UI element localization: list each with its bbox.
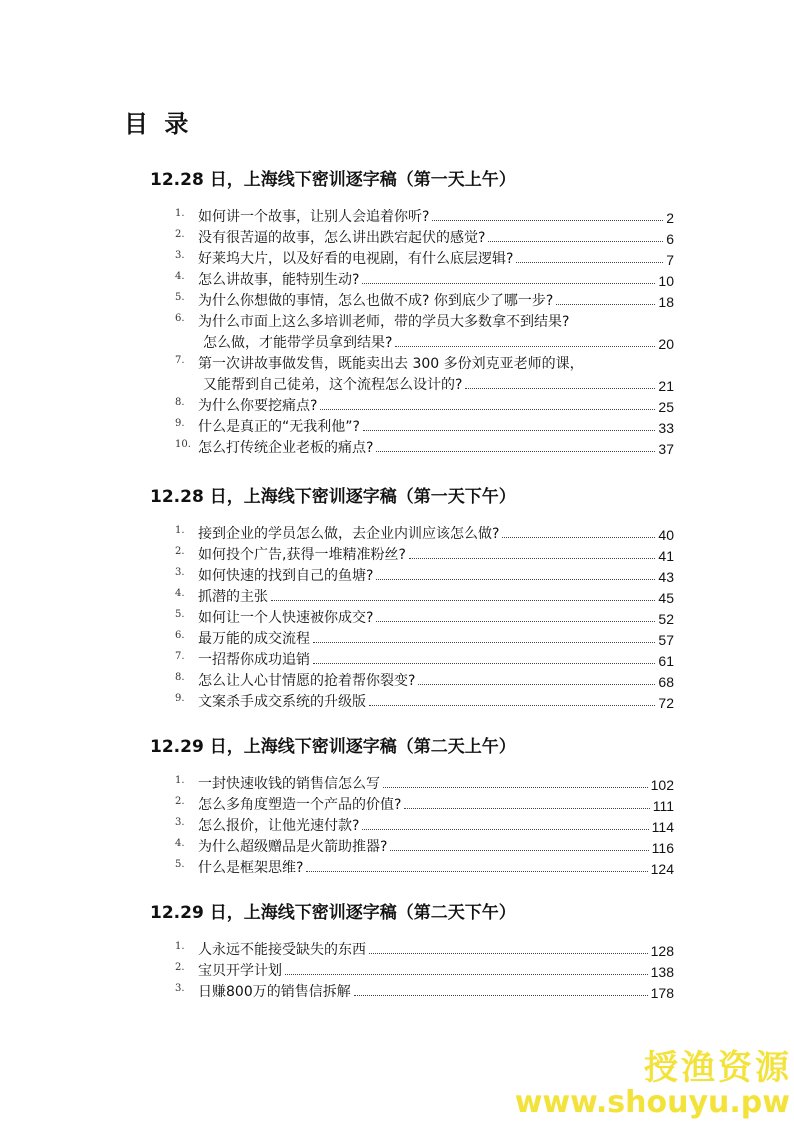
dot-leader [556, 304, 655, 305]
toc-entry[interactable] [0, 959, 794, 980]
entry-title: 抓潜的主张 [198, 589, 268, 605]
page-number: 72 [658, 695, 674, 711]
page-number: 33 [658, 420, 674, 436]
entry-number: 3. [175, 817, 185, 828]
entry-number: 3. [175, 250, 185, 261]
dot-leader [363, 430, 655, 431]
watermark-brand: 授渔资源 [644, 1048, 792, 1088]
entry-number: 9. [175, 693, 185, 704]
toc-entry[interactable] [0, 415, 794, 436]
entry-line [198, 226, 674, 247]
entry-title: 怎么报价，让他光速付款? [198, 818, 360, 834]
entry-title: 怎么讲故事，能特别生动? [198, 272, 360, 288]
entry-number: 5. [175, 859, 185, 870]
dot-leader [465, 388, 655, 389]
dot-leader [362, 829, 648, 830]
page-number: 37 [658, 441, 674, 457]
entry-title: 如何讲一个故事，让别人会追着你听? [198, 209, 430, 225]
dot-leader [432, 220, 663, 221]
entry-line [198, 772, 674, 793]
toc-entry[interactable] [0, 394, 794, 415]
entry-title: 人永远不能接受缺失的东西 [198, 942, 366, 958]
entry-line [198, 690, 674, 711]
entry-title: 怎么打传统企业老板的痛点? [198, 440, 374, 456]
entry-title: 好莱坞大片，以及好看的电视剧，有什么底层逻辑? [198, 251, 514, 267]
toc-entry[interactable] [0, 268, 794, 289]
entry-number: 8. [175, 672, 185, 683]
entry-number: 1. [175, 775, 185, 786]
section-heading: 12.28 日，上海线下密训逐字稿（第一天上午） [150, 170, 516, 190]
entry-title: 什么是真正的“无我利他”? [198, 419, 360, 435]
entry-line [198, 938, 674, 959]
toc-entry[interactable] [0, 226, 794, 247]
entry-number: 1. [175, 941, 185, 952]
entry-number: 6. [175, 313, 185, 324]
toc-entry[interactable] [0, 585, 794, 606]
dot-leader [320, 409, 655, 410]
page-number: 10 [658, 273, 674, 289]
entry-number: 2. [175, 796, 185, 807]
toc-entry-list [0, 772, 794, 877]
entry-number: 4. [175, 588, 185, 599]
page-number: 25 [658, 399, 674, 415]
page-number: 7 [666, 252, 674, 268]
entry-line [203, 373, 674, 394]
watermark-url: www.shouyu.pw [514, 1085, 790, 1120]
dot-leader [376, 621, 655, 622]
toc-entry[interactable] [0, 205, 794, 226]
dot-leader [271, 600, 655, 601]
entry-title: 日赚800万的销售信拆解 [198, 984, 351, 1000]
section-heading: 12.29 日，上海线下密训逐字稿（第二天下午） [150, 903, 516, 923]
toc-entry[interactable] [0, 436, 794, 457]
page-number: 43 [658, 569, 674, 585]
entry-title: 宝贝开学计划 [198, 963, 282, 979]
entry-line [198, 310, 674, 331]
entry-line [203, 331, 674, 352]
toc-entry[interactable] [0, 669, 794, 690]
dot-leader [285, 974, 648, 975]
entry-line [198, 436, 674, 457]
entry-number: 4. [175, 838, 185, 849]
entry-line [198, 415, 674, 436]
page-number: 45 [658, 590, 674, 606]
entry-number: 9. [175, 418, 185, 429]
entry-title: 又能帮到自己徒弟，这个流程怎么设计的? [203, 377, 463, 393]
entry-title: 怎么让人心甘情愿的抢着帮你裂变? [198, 673, 416, 689]
entry-line [198, 814, 674, 835]
entry-line [198, 627, 674, 648]
toc-entry[interactable] [0, 814, 794, 835]
entry-title: 一封快速收钱的销售信怎么写 [198, 776, 380, 792]
entry-line [198, 835, 674, 856]
page-number: 102 [650, 777, 674, 793]
entry-line [198, 352, 674, 373]
dot-leader [395, 346, 655, 347]
dot-leader [376, 451, 655, 452]
dot-leader [383, 787, 648, 788]
entry-line [198, 585, 674, 606]
dot-leader [354, 995, 648, 996]
entry-number: 6. [175, 630, 185, 641]
entry-title: 没有很苦逼的故事，怎么讲出跌宕起伏的感觉? [198, 230, 486, 246]
entry-line [198, 247, 674, 268]
entry-line [198, 394, 674, 415]
page-number: 57 [658, 632, 674, 648]
entry-number: 5. [175, 292, 185, 303]
entry-line [198, 793, 674, 814]
dot-leader [313, 642, 655, 643]
toc-entry[interactable] [0, 856, 794, 877]
entry-title: 一招帮你成功追销 [198, 652, 310, 668]
toc-entry[interactable] [0, 793, 794, 814]
dot-leader [516, 262, 663, 263]
entry-number: 2. [175, 546, 185, 557]
toc-entry[interactable] [0, 835, 794, 856]
dot-leader [488, 241, 663, 242]
entry-title: 接到企业的学员怎么做，去企业内训应该怎么做? [198, 526, 500, 542]
dot-leader [313, 663, 655, 664]
entry-title: 怎么做，才能带学员拿到结果? [203, 335, 393, 351]
entry-number: 7. [175, 355, 185, 366]
page-number: 21 [658, 378, 674, 394]
page-number: 114 [651, 819, 674, 835]
entry-number: 5. [175, 609, 185, 620]
dot-leader [502, 537, 655, 538]
page-number: 68 [658, 674, 674, 690]
entry-title: 为什么市面上这么多培训老师，带的学员大多数拿不到结果? [198, 314, 570, 330]
section-heading: 12.28 日，上海线下密训逐字稿（第一天下午） [150, 487, 516, 507]
entry-line [198, 268, 674, 289]
entry-title: 为什么你要挖痛点? [198, 398, 318, 414]
toc-entry-list [0, 522, 794, 711]
page-number: 2 [666, 210, 674, 226]
entry-line [198, 648, 674, 669]
toc-entry[interactable] [0, 564, 794, 585]
toc-entry-list [0, 205, 794, 457]
entry-line [198, 669, 674, 690]
page-number: 18 [658, 294, 674, 310]
page-number: 128 [650, 943, 674, 959]
page-number: 40 [658, 527, 674, 543]
dot-leader [306, 871, 647, 872]
dot-leader [390, 850, 648, 851]
entry-line [198, 959, 674, 980]
entry-line [198, 543, 674, 564]
dot-leader [376, 579, 655, 580]
toc-entry[interactable] [0, 627, 794, 648]
page-number: 52 [658, 611, 674, 627]
entry-line [198, 522, 674, 543]
page-number: 61 [658, 653, 674, 669]
toc-entry[interactable] [0, 247, 794, 268]
dot-leader [369, 705, 655, 706]
toc-entry[interactable] [0, 522, 794, 543]
entry-line [198, 205, 674, 226]
entry-title: 文案杀手成交系统的升级版 [198, 694, 366, 710]
page-number: 124 [650, 861, 674, 877]
entry-title: 怎么多角度塑造一个产品的价值? [198, 797, 402, 813]
entry-line [198, 606, 674, 627]
entry-title: 为什么超级赠品是火箭助推器? [198, 839, 388, 855]
entry-title: 最万能的成交流程 [198, 631, 310, 647]
entry-number: 10. [175, 439, 191, 450]
toc-entry[interactable] [0, 310, 794, 352]
page-number: 138 [650, 964, 674, 980]
entry-title: 什么是框架思维? [198, 860, 304, 876]
entry-number: 7. [175, 651, 185, 662]
toc-entry[interactable] [0, 289, 794, 310]
entry-number: 2. [175, 229, 185, 240]
toc-entry[interactable] [0, 980, 794, 1001]
entry-title: 第一次讲故事做发售，既能卖出去 300 多份刘克亚老师的课， [198, 356, 584, 372]
page-number: 116 [651, 840, 674, 856]
page-number: 178 [650, 985, 674, 1001]
dot-leader [362, 283, 655, 284]
entry-number: 8. [175, 397, 185, 408]
entry-number: 4. [175, 271, 185, 282]
dot-leader [404, 808, 649, 809]
toc-entry[interactable] [0, 543, 794, 564]
toc-entry[interactable] [0, 648, 794, 669]
page-number: 41 [658, 548, 674, 564]
dot-leader [418, 684, 655, 685]
entry-line [198, 289, 674, 310]
toc-title: 目 录 [124, 110, 193, 138]
page-number: 111 [652, 798, 674, 814]
dot-leader [409, 558, 656, 559]
page-number: 6 [666, 231, 674, 247]
entry-title: 如何快速的找到自己的鱼塘? [198, 568, 374, 584]
entry-number: 1. [175, 208, 185, 219]
entry-title: 如何让一个人快速被你成交? [198, 610, 374, 626]
entry-number: 1. [175, 525, 185, 536]
toc-entry-list [0, 938, 794, 1001]
dot-leader [369, 953, 648, 954]
entry-line [198, 980, 674, 1001]
toc-entry[interactable] [0, 352, 794, 394]
entry-number: 3. [175, 567, 185, 578]
page-number: 20 [658, 336, 674, 352]
entry-line [198, 564, 674, 585]
toc-entry[interactable] [0, 606, 794, 627]
entry-line [198, 856, 674, 877]
entry-number: 2. [175, 962, 185, 973]
section-heading: 12.29 日，上海线下密训逐字稿（第二天上午） [150, 737, 516, 757]
entry-title: 如何投个广告,获得一堆精准粉丝? [198, 547, 406, 563]
toc-entry[interactable] [0, 938, 794, 959]
toc-entry[interactable] [0, 690, 794, 711]
toc-entry[interactable] [0, 772, 794, 793]
entry-title: 为什么你想做的事情，怎么也做不成? 你到底少了哪一步? [198, 293, 554, 309]
entry-number: 3. [175, 983, 185, 994]
